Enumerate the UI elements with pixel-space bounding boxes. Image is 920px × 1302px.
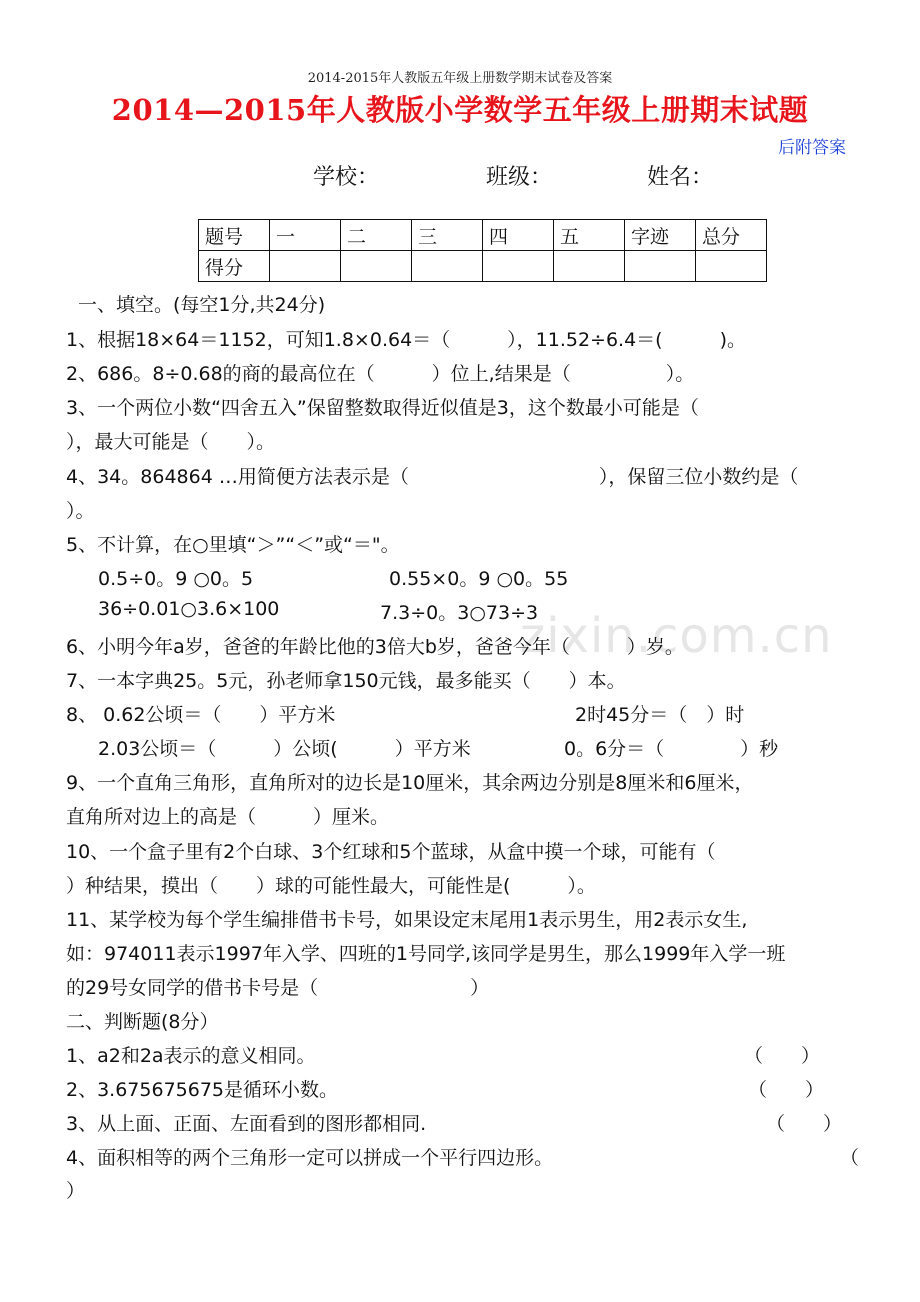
- table-cell: 总分: [696, 220, 767, 251]
- question-text: 3、一个两位小数“四舍五入”保留整数取得近似值是3，这个数最小可能是（: [66, 397, 699, 419]
- judgment-statement: 2、3.675675675是循环小数。: [66, 1079, 339, 1101]
- table-cell: 题号: [199, 220, 270, 251]
- question-text: 8、 0.62公顷＝（ ）平方米: [66, 704, 336, 726]
- question-text: 7、一本字典25。5元，孙老师拿150元钱，最多能买（ ）本。: [66, 670, 626, 692]
- answer-brackets[interactable]: （ ）: [766, 1113, 843, 1135]
- question-text: 直角所对边上的高是（ ）厘米。: [66, 806, 390, 828]
- score-input-cell[interactable]: [270, 251, 341, 282]
- question-text: 如：974011表示1997年入学、四班的1号同学,该同学是男生，那么1999年入学一班: [66, 943, 786, 965]
- table-cell: 一: [270, 220, 341, 251]
- compare-item: 7.3÷0。3○73÷3: [380, 602, 539, 624]
- compare-item: 0.55×0。9 ○0。55: [389, 568, 569, 590]
- class-field-label: 班级：: [486, 165, 553, 190]
- score-input-cell[interactable]: [625, 251, 696, 282]
- exam-title: 2014—2015年人教版小学数学五年级上册期末试题: [111, 93, 809, 127]
- judgment-statement: 3、从上面、正面、左面看到的图形都相同.: [66, 1113, 427, 1135]
- question-text: 2时45分＝（ ）时: [575, 704, 745, 726]
- judgment-statement: 4、面积相等的两个三角形一定可以拼成一个平行四边形。: [66, 1147, 554, 1169]
- table-cell: 二: [341, 220, 412, 251]
- score-input-cell[interactable]: [696, 251, 767, 282]
- document-header-line: 2014-2015年人教版五年级上册数学期末试卷及答案: [307, 71, 613, 86]
- question-text: 10、一个盒子里有2个白球、3个红球和5个蓝球，从盒中摸一个球，可能有（: [66, 841, 716, 863]
- section-heading-fill-blank: 一、填空。(每空1分,共24分): [78, 294, 326, 316]
- question-text: ）。: [66, 500, 95, 522]
- answer-brackets[interactable]: （ ）: [744, 1045, 821, 1067]
- question-text: 2.03公顷＝（ ）公顷( ）平方米: [98, 738, 471, 760]
- score-table: [198, 219, 767, 282]
- table-cell: 字迹: [625, 220, 696, 251]
- answer-note-link[interactable]: 后附答案: [778, 138, 846, 158]
- score-table-score-row: [199, 251, 767, 282]
- compare-item: 36÷0.01○3.6×100: [98, 598, 280, 620]
- question-text: 2、686。8÷0.68的商的最高位在（ ）位上,结果是（ ）。: [66, 363, 695, 385]
- question-text: 11、某学校为每个学生编排借书卡号，如果设定末尾用1表示男生，用2表示女生,: [66, 909, 748, 931]
- table-cell: 三: [412, 220, 483, 251]
- compare-item: 0.5÷0。9 ○0。5: [98, 568, 254, 590]
- question-text: 6、小明今年a岁，爸爸的年龄比他的3倍大b岁，爸爸今年（ ）岁。: [66, 636, 684, 658]
- table-cell: 四: [483, 220, 554, 251]
- question-text: 5、不计算，在○里填“＞”“＜”或“＝"。: [66, 534, 400, 556]
- judgment-statement: 1、a2和2a表示的意义相同。: [66, 1045, 316, 1067]
- question-text: 4、34。864864 …用简便方法表示是（ ），保留三位小数约是（: [66, 466, 799, 488]
- score-input-cell[interactable]: [483, 251, 554, 282]
- question-text: 1、根据18×64＝1152，可知1.8×0.64＝（ ），11.52÷6.4＝( )。: [66, 329, 747, 351]
- score-input-cell[interactable]: [554, 251, 625, 282]
- question-text: ）种结果，摸出（ ）球的可能性最大，可能性是( ）。: [66, 875, 596, 897]
- question-text: 0。6分＝（ ）秒: [564, 738, 779, 760]
- question-text: 的29号女同学的借书卡号是（ ）: [66, 977, 490, 999]
- question-text: 9、一个直角三角形，直角所对的边长是10厘米，其余两边分别是8厘米和6厘米，: [66, 772, 754, 794]
- answer-brackets[interactable]: （: [840, 1147, 860, 1169]
- question-text: ），最大可能是（ ）。: [66, 431, 276, 453]
- score-input-cell[interactable]: [341, 251, 412, 282]
- table-cell: 五: [554, 220, 625, 251]
- score-table-header-row: [199, 220, 767, 251]
- answer-brackets[interactable]: （ ）: [748, 1079, 825, 1101]
- name-field-label: 姓名：: [647, 165, 714, 190]
- answer-brackets[interactable]: ）: [66, 1180, 86, 1202]
- section-heading-true-false: 二、判断题(8分）: [66, 1011, 219, 1033]
- score-input-cell[interactable]: [412, 251, 483, 282]
- watermark: zixin.com.cn: [520, 608, 833, 664]
- table-cell: 得分: [199, 251, 270, 282]
- school-field-label: 学校：: [313, 165, 380, 190]
